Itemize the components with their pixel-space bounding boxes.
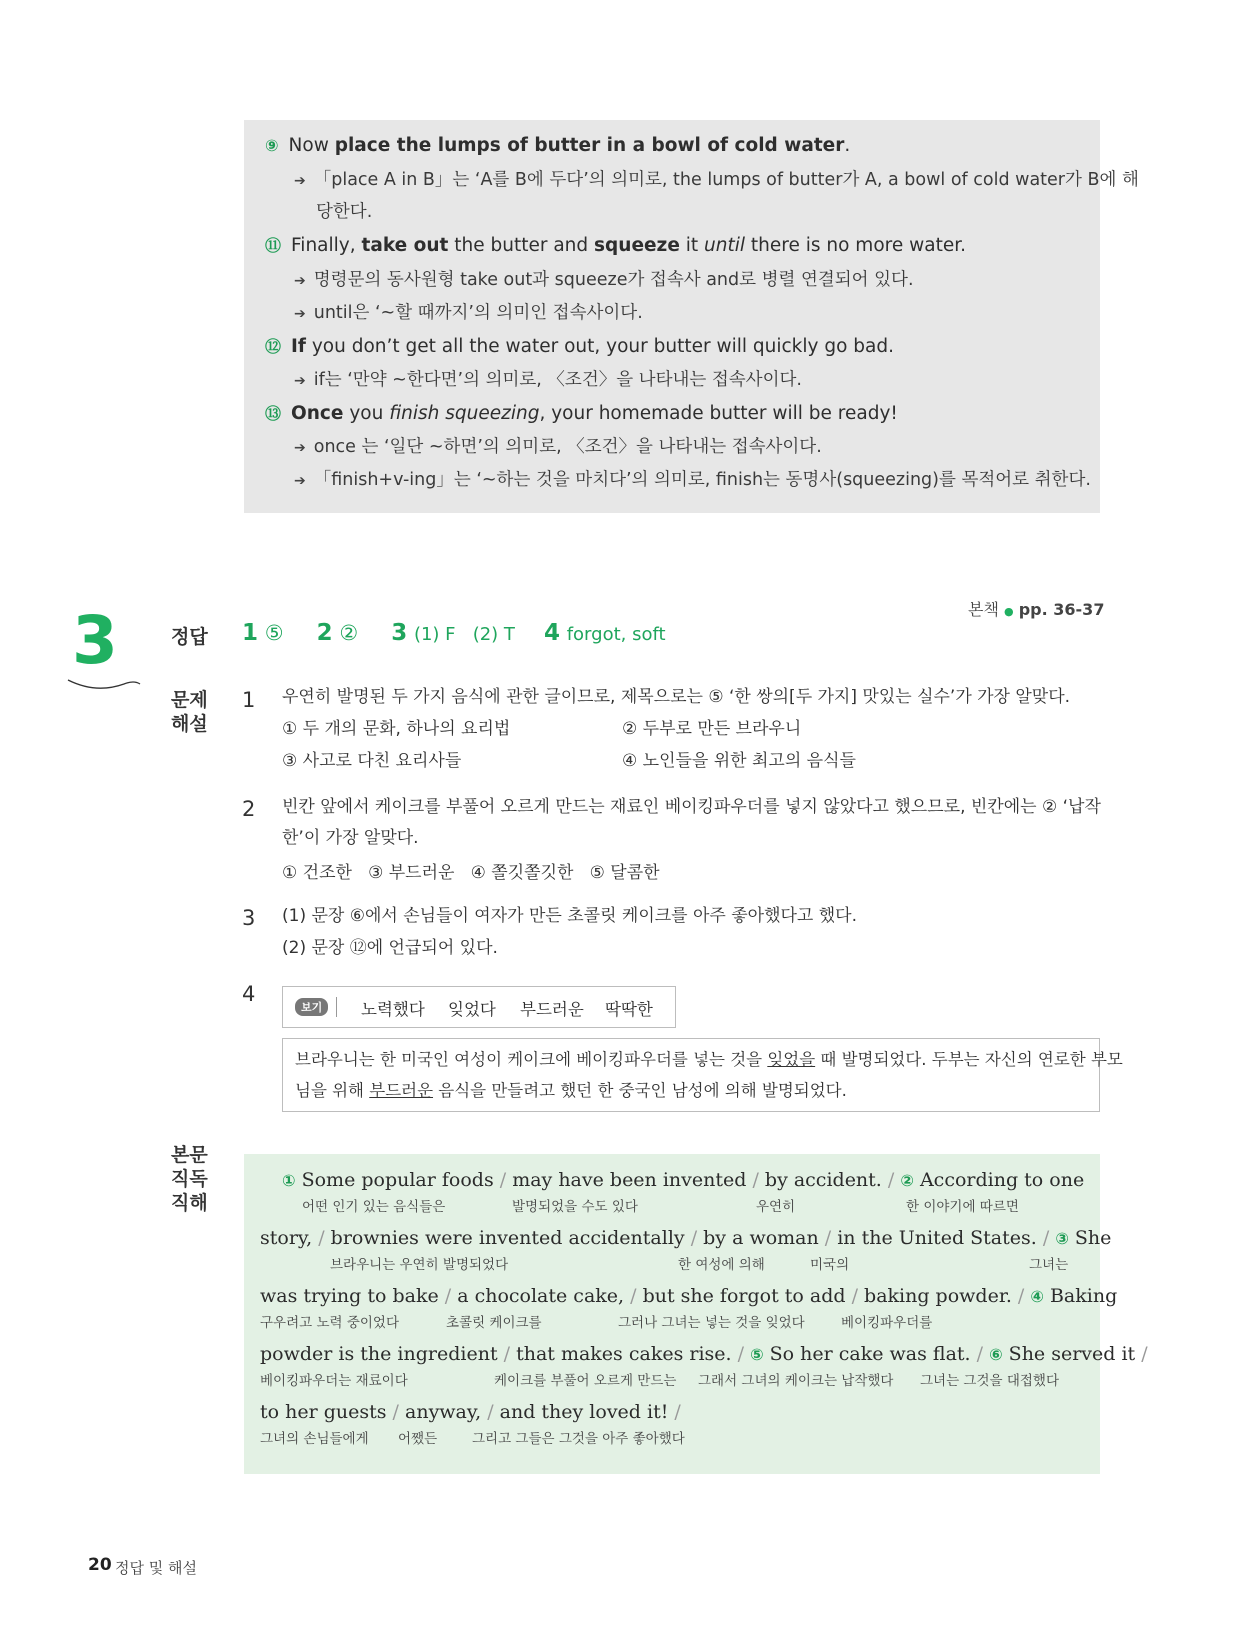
option-text: ③ 사고로 다친 요리사들 <box>282 751 462 771</box>
answer-item: 2 ② <box>316 620 359 646</box>
direct-translation-box <box>244 1154 1148 1474</box>
question-number: 3 <box>242 906 256 930</box>
note-sentence-11: ⑪ Finally, take out the butter and squeeze it until there is no more water. <box>265 235 966 256</box>
english-line: powder is the ingredient / that makes cakes rise. / ⑤ So her cake was flat. / ⑥ She served it / <box>260 1343 1148 1365</box>
arrow-icon: ➔ <box>294 173 306 189</box>
arrow-icon: ➔ <box>294 373 306 389</box>
word-bank-word: 노력했다 <box>361 1000 425 1019</box>
note-explanation: ➔ once 는 ‘일단 ~하면’의 의미로, 〈조건〉을 나타내는 접속사이다. <box>294 437 822 457</box>
page-reference: 본책 ● pp. 36-37 <box>968 600 1105 619</box>
korean-gloss: 초콜릿 케이크를 <box>446 1315 542 1331</box>
note-explanation: ➔ 「finish+v-ing」는 ‘~하는 것을 마치다’의 의미로, finish는 동명사(squeezing)를 목적어로 취한다. <box>294 470 1091 490</box>
arrow-icon: ➔ <box>294 440 306 456</box>
answer-item: 4 forgot, soft <box>544 620 666 646</box>
answer-item: 3 (1) F (2) T <box>391 620 515 646</box>
korean-gloss: 브라우니는 우연히 발명되었다 <box>330 1257 509 1273</box>
arrow-icon: ➔ <box>294 306 306 322</box>
explanation-label: 문제 해설 <box>171 689 208 735</box>
word-bank-word: 딱딱한 <box>605 1000 653 1019</box>
explanation-text: (1) 문장 ⑥에서 손님들이 여자가 만든 초콜릿 케이크를 아주 좋아했다고 했다. <box>282 906 857 926</box>
korean-gloss: 한 여성에 의해 <box>678 1257 765 1273</box>
english-line: was trying to bake / a chocolate cake, / but she forgot to add / baking powder. / ④ Baking <box>260 1285 1118 1307</box>
answer-item: 1 ⑤ <box>242 620 284 646</box>
explanation-text: 한’이 가장 알맞다. <box>282 828 419 848</box>
option-text: ① 건조한 ③ 부드러운 ④ 쫄깃쫄깃한 ⑤ 달콤한 <box>282 863 660 883</box>
arrow-icon: ➔ <box>294 473 306 489</box>
korean-gloss: 어쨌든 <box>398 1431 438 1447</box>
word-bank-tag: 보기 <box>295 998 328 1016</box>
korean-gloss: 그러나 그녀는 넣는 것을 잊었다 <box>618 1315 805 1331</box>
question-number: 1 <box>242 688 256 712</box>
answer-label: 정답 <box>171 626 208 648</box>
answer-list <box>242 620 666 646</box>
explanation-text: 빈칸 앞에서 케이크를 부풀어 오르게 만드는 재료인 베이킹파우더를 넣지 않았다고 했으므로, 빈칸에는 ② ‘납작 <box>282 797 1101 817</box>
option-text: ④ 노인들을 위한 최고의 음식들 <box>622 751 856 771</box>
footer-title: 정답 및 해설 <box>115 1559 197 1577</box>
korean-gloss: 그녀는 <box>1029 1257 1069 1273</box>
dot-icon: ● <box>1004 605 1014 618</box>
note-explanation: ➔ until은 ‘~할 때까지’의 의미인 접속사이다. <box>294 303 643 323</box>
korean-gloss: 그녀는 그것을 대접했다 <box>920 1373 1059 1389</box>
section-number: 3 <box>72 602 118 679</box>
note-explanation: ➔ 「place A in B」는 ‘A를 B에 두다’의 의미로, the lumps of butter가 A, a bowl of cold water가 B에 해 <box>294 170 1139 190</box>
korean-gloss: 발명되었을 수도 있다 <box>512 1199 638 1215</box>
korean-gloss: 베이킹파우더는 재료이다 <box>260 1373 408 1389</box>
note-explanation: ➔ if는 ‘만약 ~한다면’의 의미로, 〈조건〉을 나타내는 접속사이다. <box>294 370 802 390</box>
section-number-underline <box>66 676 146 696</box>
note-sentence-9: ⑨ Now place the lumps of butter in a bowl of cold water. <box>265 135 851 156</box>
korean-gloss: 어떤 인기 있는 음식들은 <box>302 1199 446 1215</box>
korean-gloss: 케이크를 부풀어 오르게 만드는 <box>494 1373 677 1389</box>
arrow-icon: ➔ <box>294 273 306 289</box>
word-bank-word: 잊었다 <box>448 1000 496 1019</box>
grammar-notes-box <box>244 120 1139 513</box>
question-number: 2 <box>242 797 256 821</box>
english-line: story, / brownies were invented accidentally / by a woman / in the United States. / ③ She <box>260 1227 1112 1249</box>
divider <box>336 997 337 1017</box>
note-sentence-12: ⑫ If you don’t get all the water out, your butter will quickly go bad. <box>265 336 895 357</box>
note-explanation: 당한다. <box>316 202 373 222</box>
english-line: to her guests / anyway, / and they loved it! / <box>260 1401 681 1423</box>
explanation-text: (2) 문장 ⑫에 언급되어 있다. <box>282 938 498 958</box>
summary-box <box>282 1038 1123 1112</box>
english-line: ① Some popular foods / may have been invented / by accident. / ② According to one <box>282 1169 1085 1191</box>
korean-gloss: 한 이야기에 따르면 <box>906 1199 1019 1215</box>
korean-gloss: 미국의 <box>810 1257 850 1273</box>
korean-gloss: 그리고 그들은 그것을 아주 좋아했다 <box>472 1431 685 1447</box>
explanation-text: 우연히 발명된 두 가지 음식에 관한 글이므로, 제목으로는 ⑤ ‘한 쌍의[두 가지] 맛있는 실수’가 가장 알맞다. <box>282 687 1071 707</box>
page-number: 20 <box>88 1555 112 1575</box>
reading-label: 본문 직독 직해 <box>171 1144 208 1214</box>
korean-gloss: 우연히 <box>756 1199 796 1215</box>
word-bank-word: 부드러운 <box>520 1000 584 1019</box>
note-sentence-13: ⑬ Once you finish squeezing, your homemade butter will be ready! <box>265 403 898 424</box>
note-explanation: ➔ 명령문의 동사원형 take out과 squeeze가 접속사 and로 병렬 연결되어 있다. <box>294 270 914 290</box>
korean-gloss: 그래서 그녀의 케이크는 납작했다 <box>698 1373 894 1389</box>
korean-gloss: 그녀의 손님들에게 <box>260 1431 369 1447</box>
option-text: ② 두부로 만든 브라우니 <box>622 719 802 739</box>
question-number: 4 <box>242 982 256 1006</box>
korean-gloss: 구우려고 노력 중이었다 <box>260 1315 399 1331</box>
summary-line: 님을 위해 부드러운 음식을 만들려고 했던 한 중국인 남성에 의해 발명되었다. <box>295 1081 847 1100</box>
summary-line: 브라우니는 한 미국인 여성이 케이크에 베이킹파우더를 넣는 것을 잊었을 때 발명되었다. 두부는 자신의 연로한 부모 <box>295 1050 1123 1069</box>
option-text: ① 두 개의 문화, 하나의 요리법 <box>282 719 511 739</box>
word-bank-box <box>282 986 676 1028</box>
korean-gloss: 베이킹파우더를 <box>841 1315 933 1331</box>
